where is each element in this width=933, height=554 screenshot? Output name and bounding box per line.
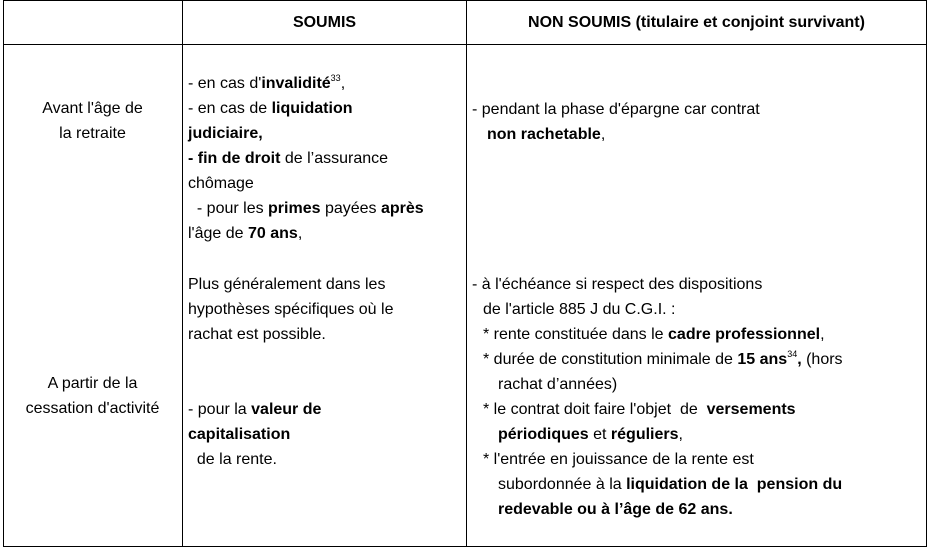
soumis-liquidation-bold: liquidation <box>271 100 353 117</box>
soumis-invalidite-line <box>188 71 464 96</box>
non-soumis-15ans-bold: 15 ans <box>737 351 788 368</box>
soumis-primes-line <box>188 196 464 221</box>
conditions-table <box>3 0 927 548</box>
row-label-avant-retraite <box>3 96 182 146</box>
header-soumis: SOUMIS <box>292 14 357 31</box>
non-soumis-rente-line <box>472 322 924 347</box>
table-left-border <box>3 0 4 547</box>
non-soumis-reguliers-bold: réguliers <box>610 426 679 443</box>
row-label-apartir-line2: cessation d'activité <box>25 400 160 417</box>
non-soumis-echeance-line2: de l'article 885 J du C.G.I. : <box>483 301 676 318</box>
header-non-soumis: NON SOUMIS (titulaire et conjoint survivant) <box>528 14 865 31</box>
soumis-invalidite-bold: invalidité <box>261 75 331 92</box>
non-soumis-rente-pre: * rente constituée dans le <box>483 326 669 343</box>
non-soumis-62ans-bold: redevable ou à l’âge de 62 ans. <box>498 501 733 518</box>
soumis-age-line <box>188 221 464 246</box>
soumis-judiciaire-line <box>188 121 464 146</box>
non-soumis-epargne-line1: - pendant la phase d'épargne car contrat <box>472 101 760 118</box>
soumis-primes-mid: payées <box>320 200 381 217</box>
non-soumis-rente-post: , <box>820 326 825 343</box>
soumis-avant-cell <box>188 71 464 246</box>
soumis-invalidite-post: , <box>340 75 346 92</box>
soumis-valeur-line3: de la rente. <box>188 451 277 468</box>
soumis-valeur-line2 <box>188 422 464 447</box>
soumis-generalement-cell <box>188 272 464 347</box>
soumis-valeur-bold: valeur de <box>251 401 322 418</box>
soumis-age-pre: l'âge de <box>188 225 248 242</box>
row-label-apartir-line1: A partir de la <box>47 375 138 392</box>
non-soumis-rachetable-bold: non rachetable <box>487 126 601 143</box>
soumis-fin-droit-line <box>188 146 464 171</box>
soumis-liquidation-pre: - en cas de <box>188 100 272 117</box>
soumis-primes-pre: - pour les <box>188 200 269 217</box>
non-soumis-jouissance-pre: subordonnée à la <box>498 476 627 493</box>
non-soumis-echeance-cell <box>472 272 924 522</box>
soumis-generalement-line2: hypothèses spécifiques où le <box>188 301 394 318</box>
soumis-liquidation-line <box>188 96 464 121</box>
soumis-judiciaire-bold: judiciaire, <box>188 125 263 142</box>
soumis-age-post: , <box>297 225 303 242</box>
soumis-capitalisation-bold: capitalisation <box>188 426 291 443</box>
footnote-33: 33 <box>330 72 341 83</box>
non-soumis-jouissance-line2 <box>472 472 924 497</box>
non-soumis-cadre-bold: cadre professionnel <box>668 326 821 343</box>
non-soumis-epargne-line2 <box>472 122 924 147</box>
table-right-border <box>926 0 927 547</box>
non-soumis-versements-line2 <box>472 422 924 447</box>
soumis-chomage-line: chômage <box>188 175 254 192</box>
non-soumis-epargne-post: , <box>600 126 606 143</box>
non-soumis-epargne-cell <box>472 97 924 147</box>
non-soumis-jouissance-line1: * l'entrée en jouissance de la rente est <box>483 451 754 468</box>
row-label-avant-line2: la retraite <box>59 125 126 142</box>
soumis-valeur-line1 <box>188 397 464 422</box>
non-soumis-versements-pre: * le contrat doit faire l'objet de <box>483 401 707 418</box>
non-soumis-duree-comma: , <box>797 351 802 368</box>
soumis-generalement-line1: Plus généralement dans les <box>188 276 386 293</box>
non-soumis-echeance-line1: - à l'échéance si respect des dispositions <box>472 276 763 293</box>
non-soumis-duree-post: (hors <box>801 351 843 368</box>
non-soumis-versements-line <box>472 397 924 422</box>
table-top-border <box>3 0 927 1</box>
non-soumis-versements-bold: versements <box>706 401 796 418</box>
non-soumis-versements-mid: et <box>588 426 611 443</box>
footnote-34: 34 <box>787 348 798 359</box>
soumis-fin-droit-bold: - fin de droit <box>188 150 281 167</box>
soumis-primes-bold: primes <box>268 200 321 217</box>
non-soumis-duree-pre: * durée de constitution minimale de <box>483 351 738 368</box>
col-divider-2 <box>466 0 467 547</box>
table-bottom-border <box>3 546 927 547</box>
soumis-valeur-pre: - pour la <box>188 401 252 418</box>
row-label-cessation-activite <box>3 371 182 421</box>
soumis-apres-bold: après <box>380 200 424 217</box>
col-divider-1 <box>182 0 183 547</box>
soumis-invalidite-pre: - en cas d' <box>188 75 262 92</box>
non-soumis-duree-line <box>472 347 924 372</box>
soumis-valeur-cell <box>188 397 464 472</box>
non-soumis-liquidation-pension-bold: liquidation de la pension du <box>626 476 843 493</box>
non-soumis-jouissance-line3 <box>472 497 924 522</box>
non-soumis-duree-line2: rachat d’années) <box>498 376 618 393</box>
soumis-generalement-line3: rachat est possible. <box>188 326 326 343</box>
non-soumis-periodiques-bold: périodiques <box>498 426 589 443</box>
header-bottom-border <box>3 44 927 45</box>
non-soumis-versements-post: , <box>678 426 683 443</box>
row-label-avant-line1: Avant l'âge de <box>42 100 143 117</box>
soumis-age-bold: 70 ans <box>248 225 298 242</box>
soumis-fin-droit-post: de l’assurance <box>280 150 389 167</box>
